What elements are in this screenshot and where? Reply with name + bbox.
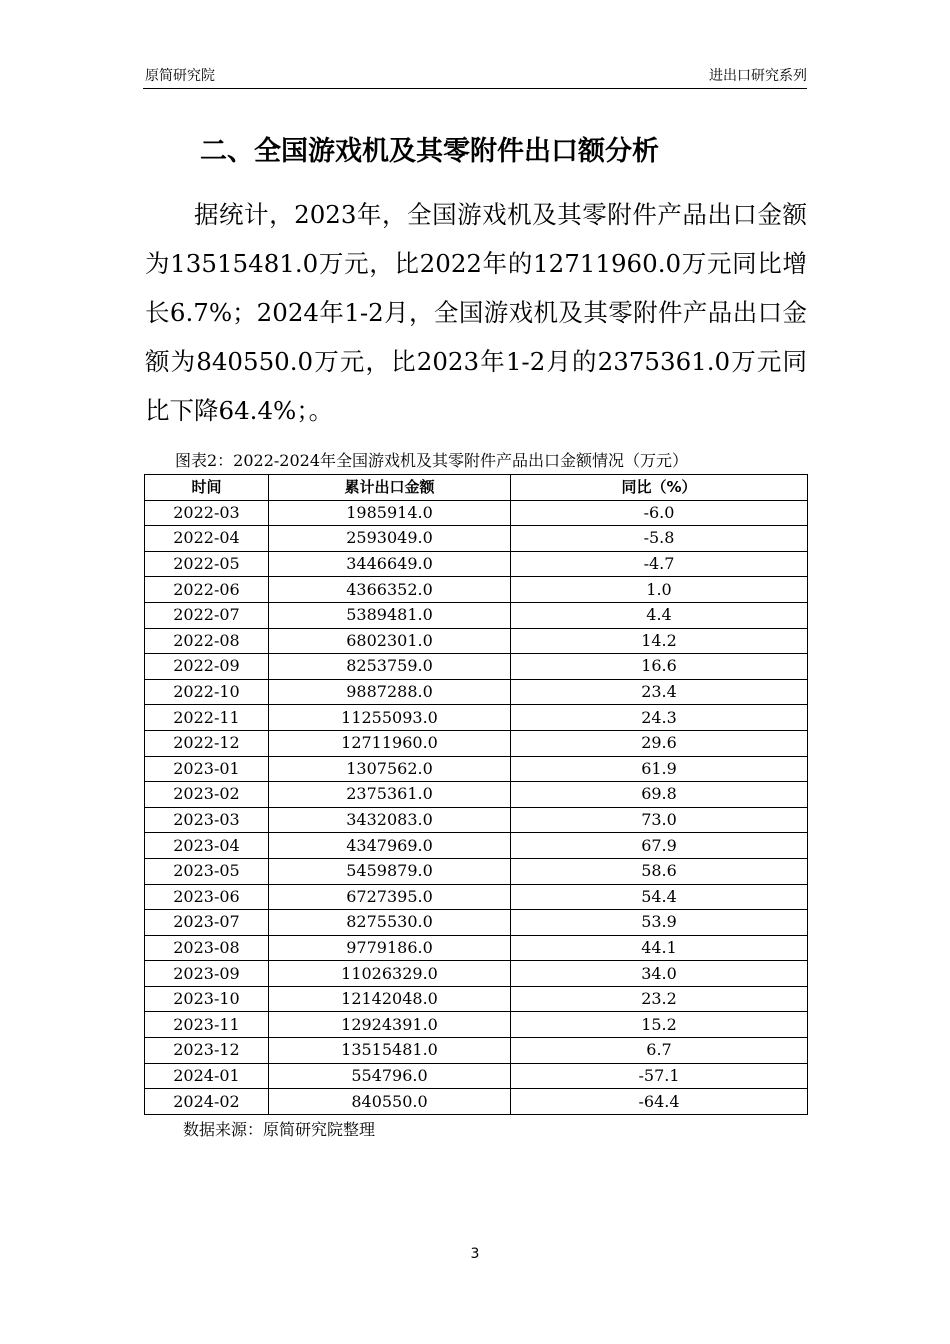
cell-yoy-change: 34.0: [511, 961, 808, 987]
cell-cumulative-export: 4347969.0: [269, 833, 511, 859]
cell-yoy-change: -6.0: [511, 500, 808, 526]
cell-yoy-change: 6.7: [511, 1038, 808, 1064]
cell-yoy-change: 16.6: [511, 654, 808, 680]
body-paragraph: 据统计，2023年，全国游戏机及其零附件产品出口金额为13515481.0万元，比2022年的12711960.0万元同比增长6.7%；2024年1-2月，全国游戏机及其零附件产品出口金额为840550.0万元，比2023年1-2月的2375361.0万元同比下降64.4%；。: [145, 200, 807, 425]
cell-time: 2023-05: [145, 858, 269, 884]
table-row: [145, 526, 808, 552]
table-row: [145, 730, 808, 756]
cell-yoy-change: -5.8: [511, 526, 808, 552]
cell-time: 2023-02: [145, 782, 269, 808]
table-row: [145, 705, 808, 731]
table-body: [145, 500, 808, 1114]
cell-cumulative-export: 6802301.0: [269, 628, 511, 654]
cell-time: 2022-07: [145, 602, 269, 628]
cell-cumulative-export: 11255093.0: [269, 705, 511, 731]
cell-cumulative-export: 11026329.0: [269, 961, 511, 987]
table-row: [145, 935, 808, 961]
cell-yoy-change: 1.0: [511, 577, 808, 603]
cell-time: 2023-03: [145, 807, 269, 833]
cell-yoy-change: 14.2: [511, 628, 808, 654]
cell-cumulative-export: 12142048.0: [269, 986, 511, 1012]
cell-cumulative-export: 2375361.0: [269, 782, 511, 808]
cell-cumulative-export: 1307562.0: [269, 756, 511, 782]
cell-yoy-change: 4.4: [511, 602, 808, 628]
table-row: [145, 1012, 808, 1038]
header-cumulative-export: 累计出口金额: [269, 475, 511, 501]
cell-time: 2023-07: [145, 910, 269, 936]
table-row: [145, 602, 808, 628]
cell-yoy-change: 29.6: [511, 730, 808, 756]
cell-yoy-change: 73.0: [511, 807, 808, 833]
cell-cumulative-export: 13515481.0: [269, 1038, 511, 1064]
table-row: [145, 679, 808, 705]
cell-time: 2023-10: [145, 986, 269, 1012]
cell-cumulative-export: 554796.0: [269, 1063, 511, 1089]
cell-time: 2022-04: [145, 526, 269, 552]
cell-yoy-change: 23.2: [511, 986, 808, 1012]
table-row: [145, 961, 808, 987]
page-number: 3: [470, 1246, 480, 1262]
cell-yoy-change: -64.4: [511, 1089, 808, 1115]
cell-cumulative-export: 8253759.0: [269, 654, 511, 680]
header-yoy-change: 同比（%）: [511, 475, 808, 501]
cell-cumulative-export: 12924391.0: [269, 1012, 511, 1038]
cell-cumulative-export: 9779186.0: [269, 935, 511, 961]
cell-time: 2022-12: [145, 730, 269, 756]
cell-time: 2022-11: [145, 705, 269, 731]
cell-yoy-change: -4.7: [511, 551, 808, 577]
table-row: [145, 1038, 808, 1064]
cell-time: 2023-08: [145, 935, 269, 961]
cell-time: 2023-09: [145, 961, 269, 987]
cell-cumulative-export: 840550.0: [269, 1089, 511, 1115]
cell-time: 2023-06: [145, 884, 269, 910]
cell-yoy-change: 15.2: [511, 1012, 808, 1038]
cell-yoy-change: 23.4: [511, 679, 808, 705]
section-title: 二、全国游戏机及其零附件出口额分析: [200, 136, 659, 167]
cell-yoy-change: 54.4: [511, 884, 808, 910]
data-source-note: 数据来源：原简研究院整理: [183, 1120, 376, 1139]
cell-cumulative-export: 5389481.0: [269, 602, 511, 628]
cell-cumulative-export: 9887288.0: [269, 679, 511, 705]
export-data-table: [144, 474, 808, 1115]
table-row: [145, 551, 808, 577]
cell-time: 2022-10: [145, 679, 269, 705]
cell-cumulative-export: 2593049.0: [269, 526, 511, 552]
table-caption: 图表2：2022-2024年全国游戏机及其零附件产品出口金额情况（万元）: [175, 451, 689, 470]
table-row: [145, 577, 808, 603]
cell-yoy-change: 61.9: [511, 756, 808, 782]
table-row: [145, 986, 808, 1012]
cell-yoy-change: 53.9: [511, 910, 808, 936]
cell-time: 2022-05: [145, 551, 269, 577]
table-row: [145, 1089, 808, 1115]
table-row: [145, 654, 808, 680]
cell-cumulative-export: 1985914.0: [269, 500, 511, 526]
header-divider: [143, 88, 807, 89]
cell-cumulative-export: 3446649.0: [269, 551, 511, 577]
cell-time: 2023-11: [145, 1012, 269, 1038]
table-row: [145, 833, 808, 859]
table-row: [145, 628, 808, 654]
cell-time: 2022-08: [145, 628, 269, 654]
header-time: 时间: [145, 475, 269, 501]
cell-cumulative-export: 8275530.0: [269, 910, 511, 936]
table-row: [145, 858, 808, 884]
table-row: [145, 910, 808, 936]
table-row: [145, 500, 808, 526]
table-row: [145, 884, 808, 910]
cell-yoy-change: 44.1: [511, 935, 808, 961]
cell-yoy-change: 69.8: [511, 782, 808, 808]
cell-yoy-change: -57.1: [511, 1063, 808, 1089]
cell-cumulative-export: 5459879.0: [269, 858, 511, 884]
cell-yoy-change: 58.6: [511, 858, 808, 884]
cell-time: 2022-06: [145, 577, 269, 603]
table-row: [145, 1063, 808, 1089]
cell-time: 2023-01: [145, 756, 269, 782]
header-left-label: 原简研究院: [145, 68, 215, 84]
cell-cumulative-export: 4366352.0: [269, 577, 511, 603]
header-right-label: 进出口研究系列: [709, 68, 807, 84]
cell-time: 2024-01: [145, 1063, 269, 1089]
cell-cumulative-export: 3432083.0: [269, 807, 511, 833]
table-header-row: [145, 475, 808, 501]
table-row: [145, 782, 808, 808]
cell-time: 2023-04: [145, 833, 269, 859]
cell-yoy-change: 67.9: [511, 833, 808, 859]
cell-cumulative-export: 6727395.0: [269, 884, 511, 910]
cell-yoy-change: 24.3: [511, 705, 808, 731]
cell-time: 2022-09: [145, 654, 269, 680]
cell-cumulative-export: 12711960.0: [269, 730, 511, 756]
cell-time: 2024-02: [145, 1089, 269, 1115]
cell-time: 2023-12: [145, 1038, 269, 1064]
table-row: [145, 807, 808, 833]
table-row: [145, 756, 808, 782]
cell-time: 2022-03: [145, 500, 269, 526]
